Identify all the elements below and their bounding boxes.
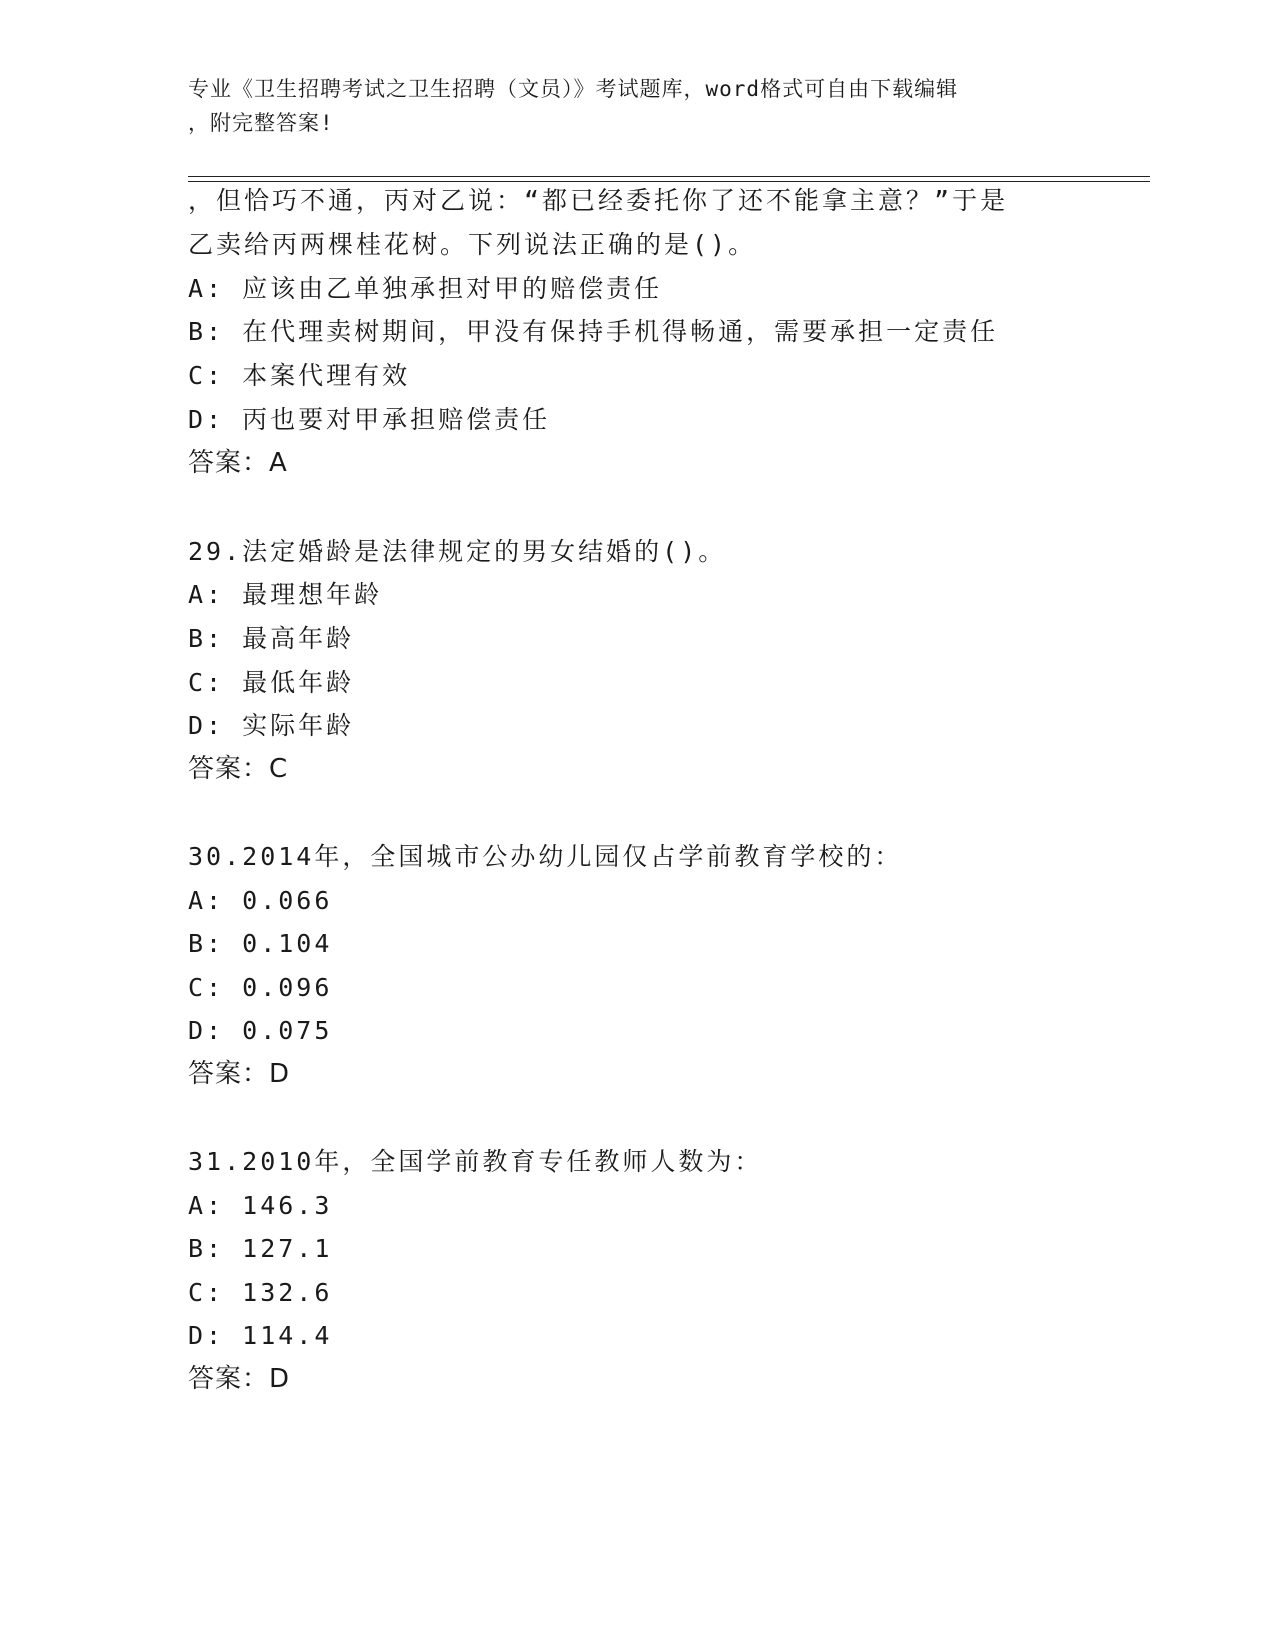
- header-rule-top: [188, 176, 1150, 177]
- option-d: D: 114.4: [188, 1321, 333, 1350]
- document-header: [188, 72, 1068, 140]
- header-rule-bottom: [188, 181, 1150, 182]
- option-c: C: 本案代理有效: [188, 361, 411, 390]
- option-c: C: 最低年龄: [188, 668, 355, 697]
- option-c: C: 132.6: [188, 1278, 333, 1307]
- option-d: D: 丙也要对甲承担赔偿责任: [188, 405, 551, 434]
- header-line-1: 专业《卫生招聘考试之卫生招聘（文员）》考试题库，word格式可自由下载编辑: [188, 77, 959, 101]
- option-d: D: 实际年龄: [188, 711, 355, 740]
- option-b: B: 127.1: [188, 1234, 333, 1263]
- option-d: D: 0.075: [188, 1016, 333, 1045]
- option-b: B: 在代理卖树期间，甲没有保持手机得畅通，需要承担一定责任: [188, 317, 999, 346]
- answer-line: 答案：A: [188, 448, 288, 478]
- question-stem-29: 29.法定婚龄是法律规定的男女结婚的()。: [188, 537, 727, 566]
- header-line-2: ，附完整答案!: [188, 111, 334, 135]
- option-a: A: 应该由乙单独承担对甲的赔偿责任: [188, 274, 663, 303]
- question-stem-31: 31.2010年，全国学前教育专任教师人数为：: [188, 1147, 763, 1176]
- question-continuation-line-1: ，但恰巧不通，丙对乙说：“都已经委托你了还不能拿主意？”于是: [188, 186, 1009, 215]
- option-a: A: 0.066: [188, 886, 333, 915]
- option-a: A: 最理想年龄: [188, 580, 383, 609]
- answer-line: 答案：C: [188, 754, 289, 784]
- question-stem-30: 30.2014年，全国城市公办幼儿园仅占学前教育学校的：: [188, 842, 903, 871]
- option-b: B: 最高年龄: [188, 624, 355, 653]
- option-b: B: 0.104: [188, 929, 333, 958]
- option-c: C: 0.096: [188, 973, 333, 1002]
- answer-line: 答案：D: [188, 1364, 291, 1394]
- option-a: A: 146.3: [188, 1191, 333, 1220]
- answer-line: 答案：D: [188, 1059, 291, 1089]
- question-continuation-line-2: 乙卖给丙两棵桂花树。下列说法正确的是()。: [188, 230, 757, 259]
